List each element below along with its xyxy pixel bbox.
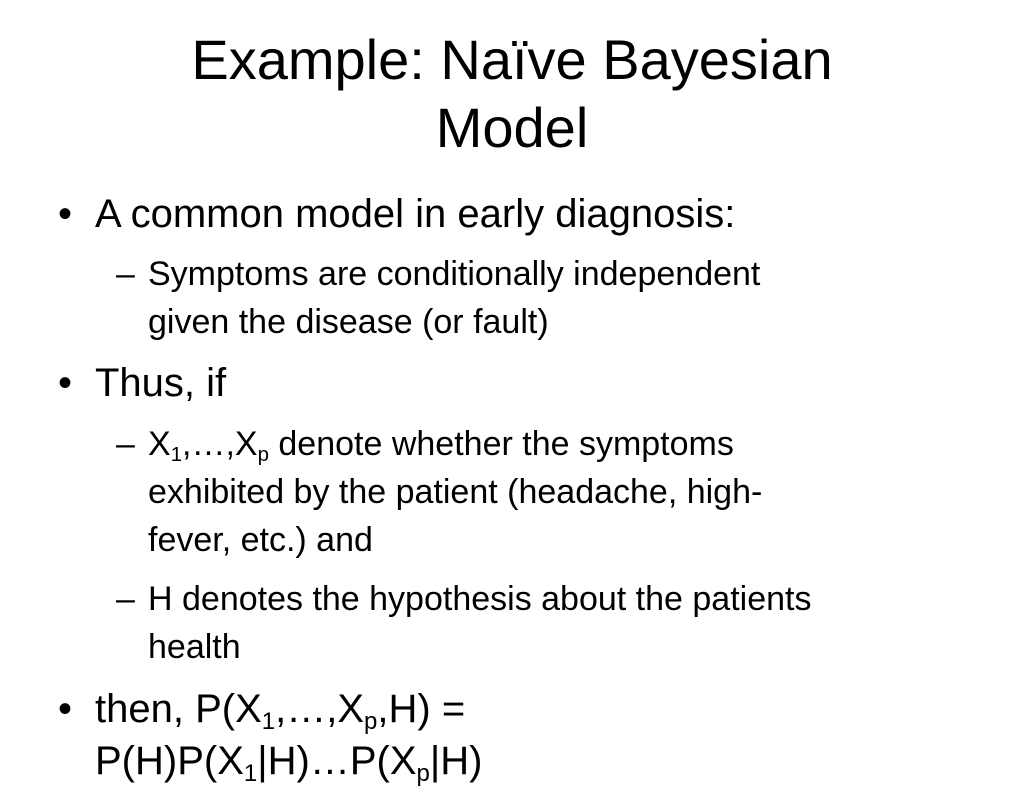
- bullet-2-text: Thus, if: [95, 361, 227, 405]
- dash-marker: –: [116, 255, 135, 293]
- dash-marker: –: [116, 580, 135, 618]
- subscript-p: p: [257, 444, 269, 467]
- bullet-2-subitem-1-text: [148, 420, 762, 564]
- subitem-line-1: H denotes the hypothesis about the patients: [148, 580, 812, 618]
- subitem-line-1-rest: denote whether the symptoms: [268, 425, 734, 463]
- subscript-1: 1: [243, 760, 258, 787]
- ellipsis-x: ,…,X: [182, 425, 258, 463]
- subscript-p: p: [364, 708, 378, 736]
- subscript-1: 1: [261, 708, 276, 736]
- subitem-line-2: health: [148, 628, 241, 666]
- var-x: X: [148, 425, 171, 463]
- subitem-line-1: Symptoms are conditionally independent: [148, 255, 761, 293]
- subitem-line-2: given the disease (or fault): [148, 303, 549, 341]
- formula-part-c: ,H) =: [377, 687, 466, 731]
- subitem-line-2: exhibited by the patient (headache, high-: [148, 473, 763, 511]
- bullet-marker: •: [58, 687, 73, 731]
- title-line-2: Model: [435, 96, 589, 159]
- formula-part-a: then, P(X: [95, 687, 262, 731]
- slide-title: [0, 26, 1024, 162]
- formula2-part-a: P(H)P(X: [95, 739, 244, 783]
- dash-marker: –: [116, 425, 135, 463]
- subscript-p: p: [416, 760, 430, 787]
- bullet-2-subitem-2-text: [148, 575, 811, 671]
- subitem-line-3: fever, etc.) and: [148, 521, 373, 559]
- formula-part-b: ,…,X: [275, 687, 365, 731]
- subscript-1: 1: [170, 444, 183, 467]
- bullet-3-line-2: [95, 738, 483, 787]
- bullet-marker: •: [58, 192, 73, 236]
- title-line-1: Example: Naïve Bayesian: [191, 28, 833, 91]
- formula2-part-b: |H)…P(X: [257, 739, 417, 783]
- bullet-1-text: A common model in early diagnosis:: [95, 192, 736, 236]
- formula2-part-c: |H): [429, 739, 483, 783]
- subitem-line-1: [148, 420, 762, 468]
- bullet-marker: •: [58, 361, 73, 405]
- bullet-1-subitem-1-text: [148, 250, 760, 346]
- bullet-3-text: [95, 686, 466, 736]
